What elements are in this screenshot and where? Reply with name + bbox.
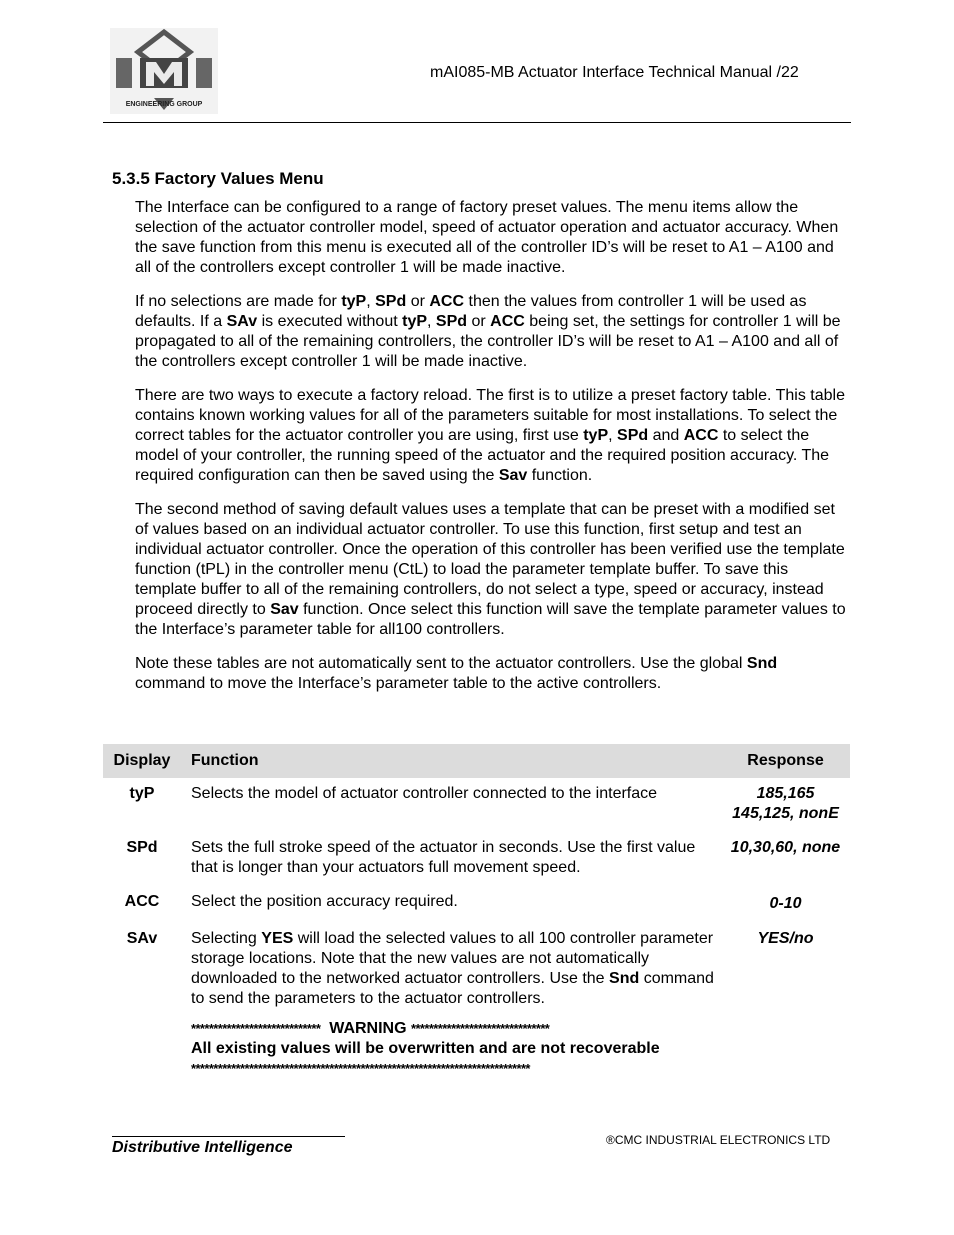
paragraph-3: There are two ways to execute a factory reload. The first is to utilize a preset factory table. This table contains known working values for all of the parameters suitable for most installations. To select the correct tables for the actuator controller you are using, first use tyP, SPd and ACC to select the model of your controller, the running speed of the actuator and the required position accuracy. The required configuration can then be saved using the Sav function.	[135, 387, 845, 484]
paragraph-1: The Interface can be configured to a range of factory preset values. The menu items allow the selection of the actuator controller model, speed of actuator operation and actuator accuracy. When the save function from this menu is executed all of the controller ID’s will be reset to A1 – A100 and all of the controllers except controller 1 will be made inactive.	[135, 199, 839, 276]
row-function: Select the position accuracy required.	[191, 893, 458, 910]
company-logo	[110, 28, 218, 114]
footer-divider	[112, 1136, 345, 1137]
body-text	[135, 198, 847, 708]
header-function: Function	[191, 752, 259, 769]
paragraph-5: Note these tables are not automatically sent to the actuator controllers. Use the global Snd command to move the Interface’s parameter table to the active controllers.	[135, 655, 778, 692]
row-function: Selecting YES will load the selected values to all 100 controller parameter storage locations. Note that the new values are not automatically downloaded to the networked actuator controllers. Use the Snd command to send the parameters to the actuator controllers.	[191, 930, 714, 1007]
footer-tagline: Distributive Intelligence	[112, 1139, 293, 1156]
warning-label: WARNING	[329, 1020, 407, 1037]
document-title: mAI085-MB Actuator Interface Technical Manual /22	[430, 64, 799, 81]
footer-copyright: ®CMC INDUSTRIAL ELECTRONICS LTD	[606, 1133, 831, 1147]
row-response: YES/no	[757, 930, 814, 947]
row-function: Sets the full stroke speed of the actuator in seconds. Use the first value that is longer than your actuators full movement speed.	[191, 839, 696, 876]
row-response: 10,30,60, none	[730, 839, 841, 856]
table-row	[103, 784, 850, 824]
paragraph-4: The second method of saving default values uses a template that can be preset with a modified set of values based on an individual actuator controller. To use this function, first setup and test an individual actuator controller. Once the operation of this controller has been verified use the template function (tPL) in the controller menu (CtL) to load the parameter template buffer. To save this template buffer to all of the remaining controllers, do not select a type, speed or accuracy, instead proceed directly to Sav function. Once select this function will save the template parameter values to the Interface’s parameter table for all100 controllers.	[135, 501, 846, 638]
paragraph-2: If no selections are made for tyP, SPd or ACC then the values from controller 1 will be used as defaults. If a SAv is executed without tyP, SPd or ACC being set, the settings for controller 1 will be propagated to all of the remaining controllers, the controller ID’s will be reset to A1 – A100 and all of the controllers except controller 1 will be made inactive.	[135, 293, 841, 370]
row-display: tyP	[129, 785, 155, 802]
warning-message: All existing values will be overwritten and are not recoverable	[191, 1040, 660, 1057]
table-row	[103, 892, 850, 914]
row-response: 185,165 145,125, nonE	[732, 785, 839, 822]
section-heading: 5.3.5 Factory Values Menu	[112, 169, 324, 188]
header-display: Display	[113, 752, 171, 769]
row-display: ACC	[124, 893, 160, 910]
warning-stars: ****************************************************************************	[191, 1061, 530, 1076]
warning-stars: *****************************	[191, 1021, 321, 1036]
header-response: Response	[747, 752, 824, 769]
row-response: 0-10	[769, 895, 802, 912]
factory-values-table	[103, 744, 850, 1079]
table-header	[103, 744, 850, 778]
row-display: SAv	[126, 930, 158, 947]
header-divider	[103, 122, 851, 123]
warning-stars: *******************************	[411, 1021, 550, 1036]
warning-block	[103, 1019, 850, 1079]
row-function: Selects the model of actuator controller connected to the interface	[191, 785, 658, 802]
table-row	[103, 838, 850, 878]
logo-text: ENGINEERING GROUP	[125, 101, 203, 108]
row-display: SPd	[126, 839, 158, 856]
table-row	[103, 929, 850, 1009]
